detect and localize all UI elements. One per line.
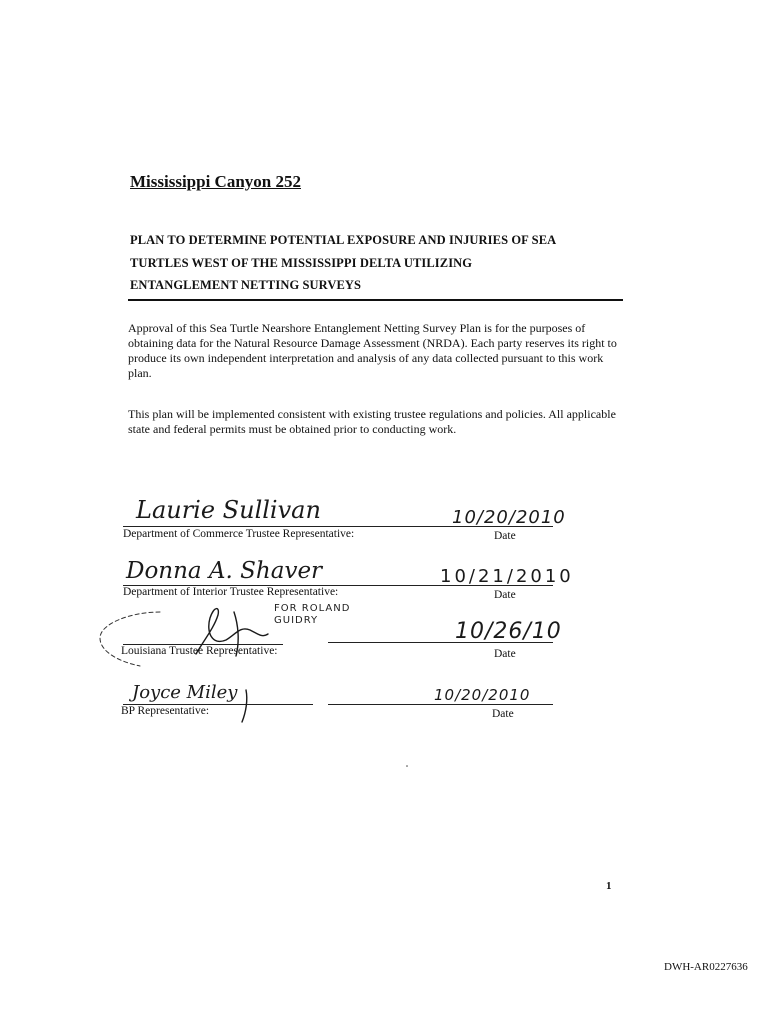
interior-date: 10/21/2010 xyxy=(440,566,574,587)
interior-signature: Donna A. Shaver xyxy=(126,558,323,584)
bp-caption: BP Representative: xyxy=(121,705,210,717)
louisiana-signature-scribble xyxy=(196,609,268,654)
bp-date: 10/20/2010 xyxy=(434,686,531,704)
commerce-signature: Laurie Sullivan xyxy=(136,496,321,524)
louisiana-proxy-note: FOR ROLAND GUIDRY xyxy=(274,603,351,626)
document-title: Mississippi Canyon 252 xyxy=(130,172,301,191)
implementation-paragraph: This plan will be implemented consistent with existing trustee regulations and policies. All applicable state and federal permits must be obtained prior to conducting work. xyxy=(128,407,616,436)
approval-paragraph: Approval of this Sea Turtle Nearshore Entanglement Netting Survey Plan is for the purposes of obtaining data for the Natural Resource Damage Assessment (NRDA). Each party reserves its right to produce its own independent interpretation and analysis of any data collected pursuant to this work plan. xyxy=(128,321,617,380)
louisiana-date-label: Date xyxy=(494,648,516,660)
plan-title-line-1: PLAN TO DETERMINE POTENTIAL EXPOSURE AND INJURIES OF SEA xyxy=(130,233,557,247)
bates-number: DWH-AR0227636 xyxy=(664,961,748,973)
commerce-date: 10/20/2010 xyxy=(452,507,566,528)
louisiana-caption: Louisiana Trustee Representative: xyxy=(121,645,278,657)
commerce-caption: Department of Commerce Trustee Representative: xyxy=(123,528,355,540)
plan-title-line-3: ENTANGLEMENT NETTING SURVEYS xyxy=(130,278,362,292)
page-number: 1 xyxy=(606,880,612,892)
interior-caption: Department of Interior Trustee Representative: xyxy=(123,586,339,598)
plan-title-line-2: TURTLES WEST OF THE MISSISSIPPI DELTA UTILIZING xyxy=(130,256,473,270)
bp-signature: Joyce Miley xyxy=(132,682,238,703)
commerce-date-label: Date xyxy=(494,530,516,542)
interior-date-label: Date xyxy=(494,589,516,601)
louisiana-date: 10/26/10 xyxy=(455,619,562,644)
stamp-outline xyxy=(100,612,160,666)
bp-date-label: Date xyxy=(492,708,514,720)
